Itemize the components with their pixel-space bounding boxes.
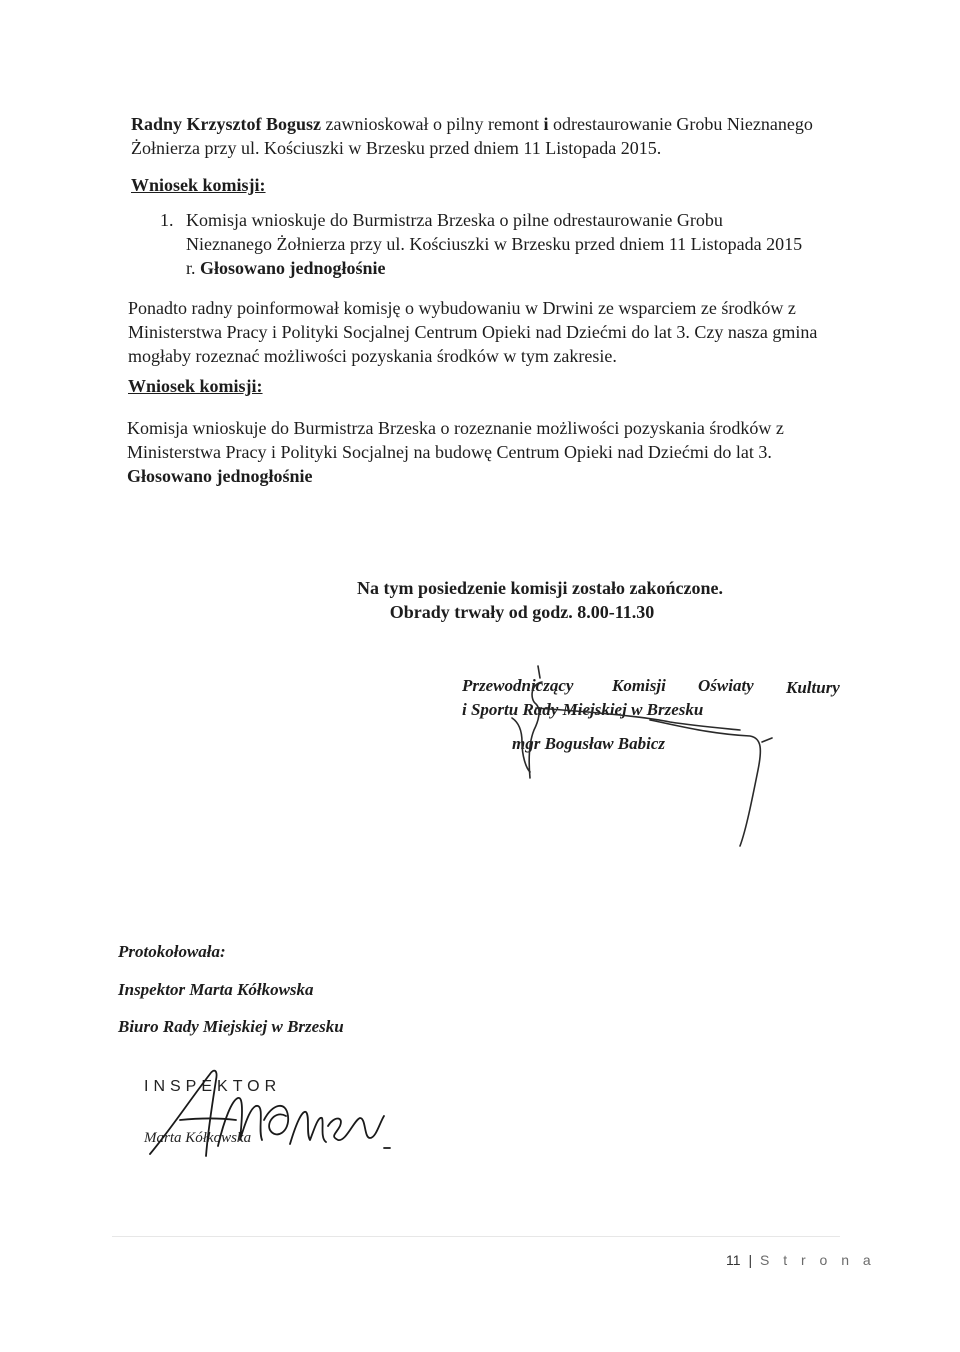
protocol-office: Biuro Rady Miejskiej w Brzesku — [118, 1017, 344, 1036]
protocol-author: Inspektor Marta Kółkowska — [118, 980, 314, 999]
closing-line-1: Na tym posiedzenie komisji zostało zakończone. — [357, 578, 723, 598]
footer-divider — [112, 1236, 840, 1237]
chair-title-word-4: Kultury — [786, 678, 840, 697]
numbered-item-1 — [160, 208, 860, 280]
page-footer — [726, 1252, 876, 1268]
paragraph-3-line-2: Ministerstwa Pracy i Polityki Socjalnej na budowę Centrum Opieki nad Dziećmi do lat 3. — [127, 442, 772, 462]
paragraph-3 — [127, 416, 855, 488]
chair-title-word-3: Oświaty — [698, 676, 754, 695]
paragraph-2-line-2: Ministerstwa Pracy i Polityki Socjalnej Centrum Opieki nad Dziećmi do lat 3. Czy nasza gmina — [128, 322, 818, 342]
paragraph-2-line-3: mogłaby rozeznać możliwości pozyskania środków w tym zakresie. — [128, 346, 617, 366]
paragraph-2-line-1: Ponadto radny poinformował komisję o wybudowaniu w Drwini ze wsparciem ze środków z — [128, 298, 796, 318]
paragraph-2 — [128, 296, 854, 368]
motion-heading-1: Wniosek komisji: — [131, 175, 266, 195]
paragraph-1-line-2: Żołnierza przy ul. Kościuszki w Brzesku przed dniem 11 Listopada 2015. — [131, 138, 662, 158]
chair-name: mgr Bogusław Babicz — [512, 734, 666, 753]
councillor-name: Radny Krzysztof Bogusz — [131, 114, 321, 134]
motion-heading-2: Wniosek komisji: — [128, 376, 263, 396]
closing-line-2: Obrady trwały od godz. 8.00-11.30 — [389, 602, 655, 622]
paragraph-1-conjunction: i — [543, 114, 549, 134]
chair-title-word-2: Komisji — [612, 676, 666, 695]
paragraph-1 — [131, 112, 861, 160]
item-1-line-3 — [186, 256, 860, 280]
protocol-label: Protokołowała: — [118, 942, 226, 961]
page-number: 11 — [726, 1252, 741, 1268]
chair-title-word-1: Przewodniczący — [462, 676, 574, 695]
item-1-line-3-text: r. — [186, 258, 201, 278]
inspector-stamp-title: INSPEKTOR — [144, 1078, 282, 1095]
inspector-signature-icon — [140, 1060, 400, 1170]
chair-title-line-2: i Sportu Rady Miejskiej w Brzesku — [462, 700, 704, 719]
inspector-stamp-name: Marta Kółkowska — [144, 1130, 252, 1146]
chair-signature-icon — [500, 660, 820, 860]
paragraph-3-line-1: Komisja wnioskuje do Burmistrza Brzeska o rozeznanie możliwości pozyskania środków z — [127, 418, 784, 438]
paragraph-1-text-end: odrestaurowanie Grobu Nieznanego — [548, 114, 813, 134]
vote-result-1: Głosowano jednogłośnie — [200, 258, 386, 278]
page-label: S t r o n a — [759, 1252, 876, 1268]
item-1-line-2: Nieznanego Żołnierza przy ul. Kościuszki w Brzesku przed dniem 11 Listopada 2015 — [186, 234, 803, 254]
item-1-line-1: Komisja wnioskuje do Burmistrza Brzeska o pilne odrestaurowanie Grobu — [186, 210, 723, 230]
closing-block — [300, 576, 780, 624]
item-number: 1. — [160, 210, 174, 230]
footer-separator: | — [748, 1252, 753, 1268]
vote-result-2: Głosowano jednogłośnie — [127, 466, 313, 486]
paragraph-1-line-1 — [131, 112, 861, 136]
paragraph-1-text: zawnioskował o pilny remont — [321, 114, 544, 134]
